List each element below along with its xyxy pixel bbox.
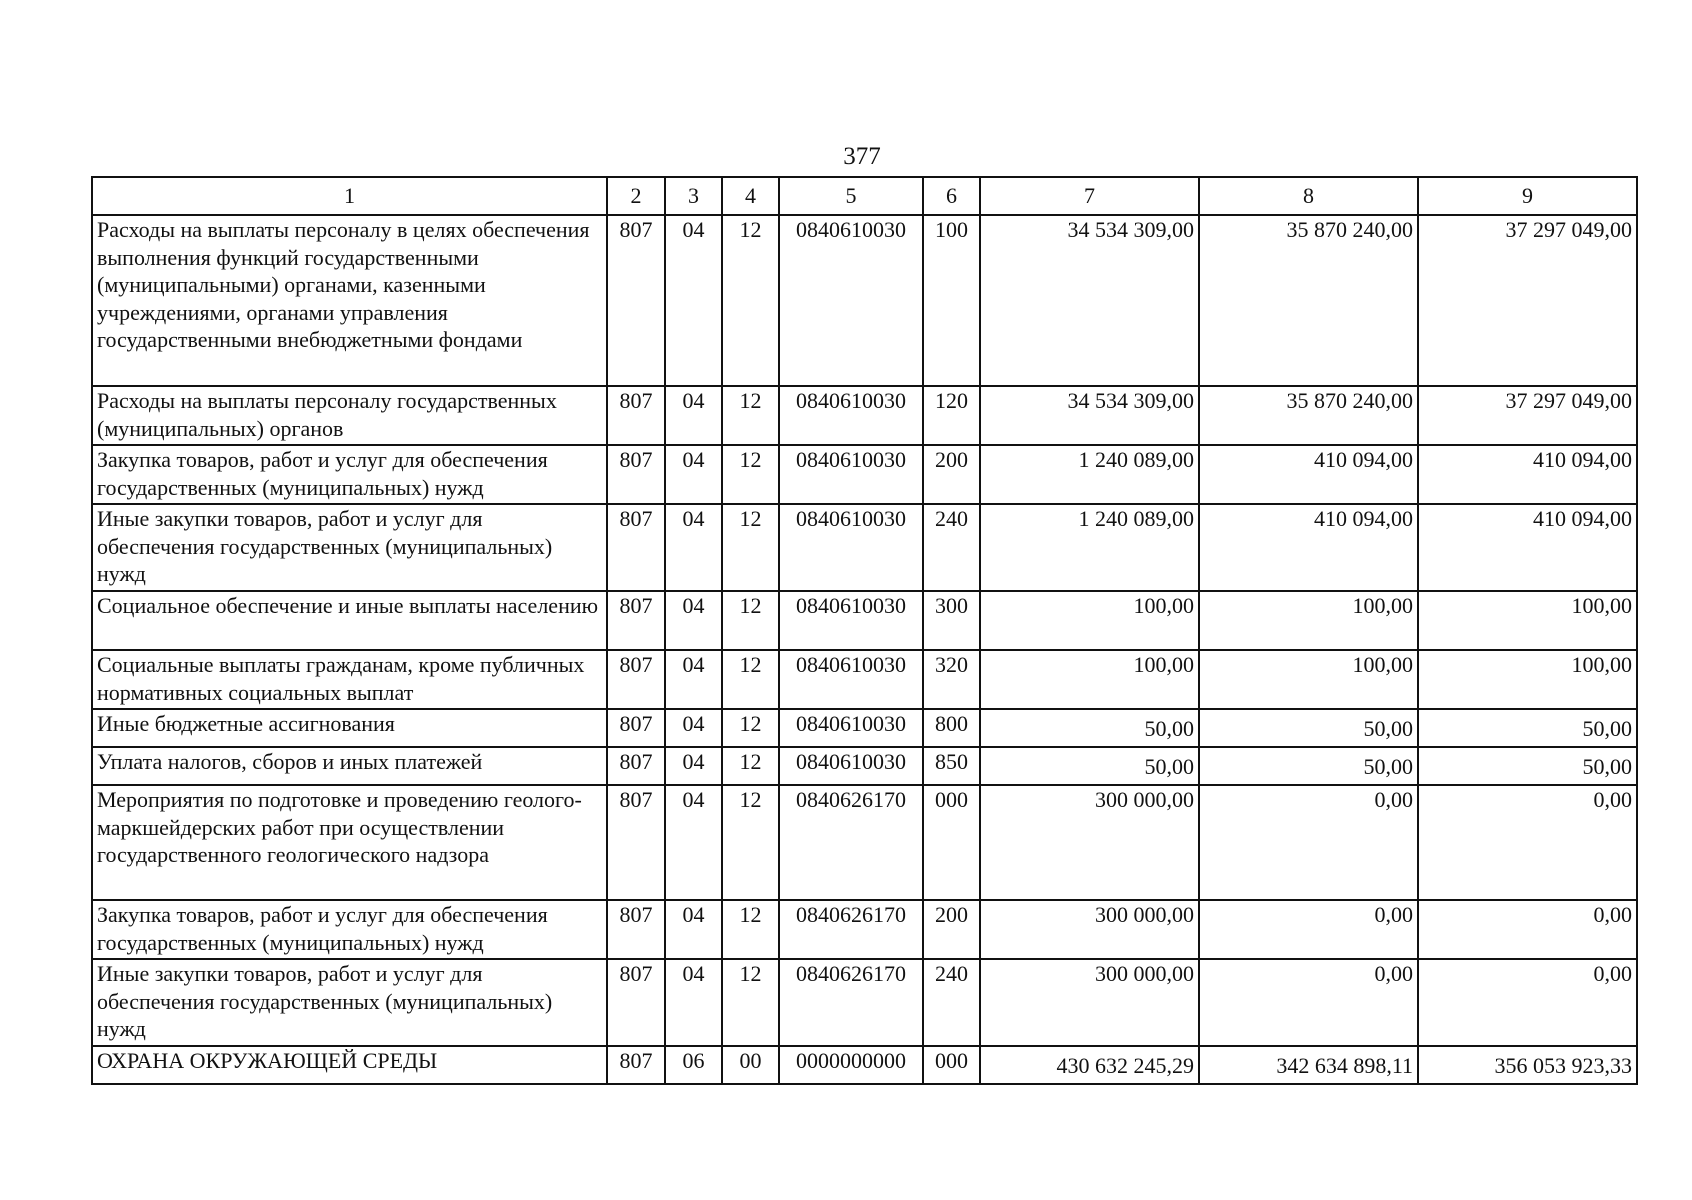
row-name: Иные закупки товаров, работ и услуг для обеспечения государственных (муниципальных) нужд bbox=[92, 504, 607, 591]
cell-c9: 0,00 bbox=[1418, 959, 1637, 1046]
row-name: Социальное обеспечение и иные выплаты населению bbox=[92, 591, 607, 650]
cell-c3: 04 bbox=[665, 591, 722, 650]
cell-c3: 04 bbox=[665, 504, 722, 591]
cell-c4: 12 bbox=[722, 709, 779, 747]
cell-c9: 37 297 049,00 bbox=[1418, 215, 1637, 386]
cell-c7: 34 534 309,00 bbox=[980, 215, 1199, 386]
cell-c4: 12 bbox=[722, 747, 779, 785]
cell-c4: 12 bbox=[722, 959, 779, 1046]
cell-c5: 0840610030 bbox=[779, 709, 923, 747]
column-header: 8 bbox=[1199, 177, 1418, 215]
cell-c4: 12 bbox=[722, 785, 779, 900]
column-header: 4 bbox=[722, 177, 779, 215]
cell-c2: 807 bbox=[607, 785, 665, 900]
cell-c7: 1 240 089,00 bbox=[980, 445, 1199, 504]
row-name: Социальные выплаты гражданам, кроме публичных нормативных социальных выплат bbox=[92, 650, 607, 709]
table-row bbox=[92, 215, 1637, 386]
cell-c3: 04 bbox=[665, 386, 722, 445]
cell-c9: 50,00 bbox=[1418, 747, 1637, 785]
cell-c2: 807 bbox=[607, 1046, 665, 1084]
column-header: 2 bbox=[607, 177, 665, 215]
column-header: 5 bbox=[779, 177, 923, 215]
cell-c2: 807 bbox=[607, 591, 665, 650]
cell-c6: 000 bbox=[923, 785, 980, 900]
cell-c6: 240 bbox=[923, 504, 980, 591]
row-name: Иные бюджетные ассигнования bbox=[92, 709, 607, 747]
cell-c7: 1 240 089,00 bbox=[980, 504, 1199, 591]
column-header: 6 bbox=[923, 177, 980, 215]
table-row bbox=[92, 386, 1637, 445]
cell-c5: 0840610030 bbox=[779, 591, 923, 650]
row-name: Мероприятия по подготовке и проведению геолого-маркшейдерских работ при осуществлении государственного геологического надзора bbox=[92, 785, 607, 900]
cell-c6: 300 bbox=[923, 591, 980, 650]
cell-c5: 0840610030 bbox=[779, 747, 923, 785]
cell-c7: 50,00 bbox=[980, 709, 1199, 747]
table-row bbox=[92, 650, 1637, 709]
cell-c3: 04 bbox=[665, 747, 722, 785]
cell-c3: 04 bbox=[665, 709, 722, 747]
cell-c9: 37 297 049,00 bbox=[1418, 386, 1637, 445]
cell-c5: 0840626170 bbox=[779, 959, 923, 1046]
cell-c8: 410 094,00 bbox=[1199, 504, 1418, 591]
cell-c6: 240 bbox=[923, 959, 980, 1046]
cell-c8: 342 634 898,11 bbox=[1199, 1046, 1418, 1084]
column-header: 1 bbox=[92, 177, 607, 215]
budget-table bbox=[91, 176, 1638, 1085]
cell-c5: 0000000000 bbox=[779, 1046, 923, 1084]
cell-c4: 12 bbox=[722, 386, 779, 445]
cell-c8: 0,00 bbox=[1199, 785, 1418, 900]
cell-c6: 100 bbox=[923, 215, 980, 386]
cell-c4: 12 bbox=[722, 591, 779, 650]
cell-c4: 12 bbox=[722, 650, 779, 709]
page-number: 377 bbox=[843, 143, 881, 170]
cell-c8: 50,00 bbox=[1199, 709, 1418, 747]
cell-c9: 410 094,00 bbox=[1418, 504, 1637, 591]
table-row bbox=[92, 709, 1637, 747]
cell-c7: 300 000,00 bbox=[980, 900, 1199, 959]
cell-c9: 100,00 bbox=[1418, 591, 1637, 650]
column-header: 7 bbox=[980, 177, 1199, 215]
cell-c8: 0,00 bbox=[1199, 900, 1418, 959]
cell-c8: 50,00 bbox=[1199, 747, 1418, 785]
cell-c8: 35 870 240,00 bbox=[1199, 215, 1418, 386]
cell-c5: 0840610030 bbox=[779, 650, 923, 709]
cell-c9: 0,00 bbox=[1418, 900, 1637, 959]
cell-c4: 12 bbox=[722, 504, 779, 591]
column-header: 3 bbox=[665, 177, 722, 215]
table-row bbox=[92, 504, 1637, 591]
cell-c5: 0840626170 bbox=[779, 900, 923, 959]
cell-c9: 356 053 923,33 bbox=[1418, 1046, 1637, 1084]
table-row bbox=[92, 747, 1637, 785]
row-name: Уплата налогов, сборов и иных платежей bbox=[92, 747, 607, 785]
table-row bbox=[92, 1046, 1637, 1084]
cell-c6: 200 bbox=[923, 445, 980, 504]
cell-c2: 807 bbox=[607, 959, 665, 1046]
cell-c6: 120 bbox=[923, 386, 980, 445]
cell-c4: 12 bbox=[722, 445, 779, 504]
cell-c6: 800 bbox=[923, 709, 980, 747]
cell-c2: 807 bbox=[607, 215, 665, 386]
cell-c8: 35 870 240,00 bbox=[1199, 386, 1418, 445]
cell-c6: 850 bbox=[923, 747, 980, 785]
cell-c4: 12 bbox=[722, 900, 779, 959]
cell-c7: 300 000,00 bbox=[980, 959, 1199, 1046]
cell-c3: 04 bbox=[665, 215, 722, 386]
cell-c3: 04 bbox=[665, 445, 722, 504]
cell-c9: 50,00 bbox=[1418, 709, 1637, 747]
cell-c2: 807 bbox=[607, 386, 665, 445]
cell-c5: 0840610030 bbox=[779, 215, 923, 386]
cell-c3: 06 bbox=[665, 1046, 722, 1084]
cell-c8: 0,00 bbox=[1199, 959, 1418, 1046]
row-name: Закупка товаров, работ и услуг для обеспечения государственных (муниципальных) нужд bbox=[92, 900, 607, 959]
table-row bbox=[92, 900, 1637, 959]
cell-c5: 0840610030 bbox=[779, 386, 923, 445]
cell-c3: 04 bbox=[665, 650, 722, 709]
row-name: Закупка товаров, работ и услуг для обеспечения государственных (муниципальных) нужд bbox=[92, 445, 607, 504]
cell-c2: 807 bbox=[607, 747, 665, 785]
cell-c8: 100,00 bbox=[1199, 591, 1418, 650]
row-name: Расходы на выплаты персоналу в целях обеспечения выполнения функций государственными (муниципальными) органами, казенными учреждениями, органами управления государственными внебюджетными фондами bbox=[92, 215, 607, 386]
cell-c2: 807 bbox=[607, 709, 665, 747]
cell-c4: 00 bbox=[722, 1046, 779, 1084]
table-header-row bbox=[92, 177, 1637, 215]
cell-c3: 04 bbox=[665, 900, 722, 959]
row-name: ОХРАНА ОКРУЖАЮЩЕЙ СРЕДЫ bbox=[92, 1046, 607, 1084]
cell-c5: 0840610030 bbox=[779, 445, 923, 504]
cell-c6: 320 bbox=[923, 650, 980, 709]
cell-c8: 100,00 bbox=[1199, 650, 1418, 709]
cell-c5: 0840610030 bbox=[779, 504, 923, 591]
cell-c6: 200 bbox=[923, 900, 980, 959]
cell-c9: 0,00 bbox=[1418, 785, 1637, 900]
cell-c2: 807 bbox=[607, 900, 665, 959]
cell-c2: 807 bbox=[607, 445, 665, 504]
cell-c4: 12 bbox=[722, 215, 779, 386]
cell-c2: 807 bbox=[607, 650, 665, 709]
cell-c7: 430 632 245,29 bbox=[980, 1046, 1199, 1084]
cell-c5: 0840626170 bbox=[779, 785, 923, 900]
cell-c9: 100,00 bbox=[1418, 650, 1637, 709]
cell-c6: 000 bbox=[923, 1046, 980, 1084]
cell-c3: 04 bbox=[665, 959, 722, 1046]
cell-c2: 807 bbox=[607, 504, 665, 591]
cell-c7: 50,00 bbox=[980, 747, 1199, 785]
table-row bbox=[92, 445, 1637, 504]
table-row bbox=[92, 959, 1637, 1046]
cell-c8: 410 094,00 bbox=[1199, 445, 1418, 504]
cell-c3: 04 bbox=[665, 785, 722, 900]
table-row bbox=[92, 591, 1637, 650]
row-name: Расходы на выплаты персоналу государственных (муниципальных) органов bbox=[92, 386, 607, 445]
cell-c9: 410 094,00 bbox=[1418, 445, 1637, 504]
table-row bbox=[92, 785, 1637, 900]
cell-c7: 34 534 309,00 bbox=[980, 386, 1199, 445]
cell-c7: 100,00 bbox=[980, 591, 1199, 650]
column-header: 9 bbox=[1418, 177, 1637, 215]
cell-c7: 300 000,00 bbox=[980, 785, 1199, 900]
row-name: Иные закупки товаров, работ и услуг для обеспечения государственных (муниципальных) нужд bbox=[92, 959, 607, 1046]
cell-c7: 100,00 bbox=[980, 650, 1199, 709]
